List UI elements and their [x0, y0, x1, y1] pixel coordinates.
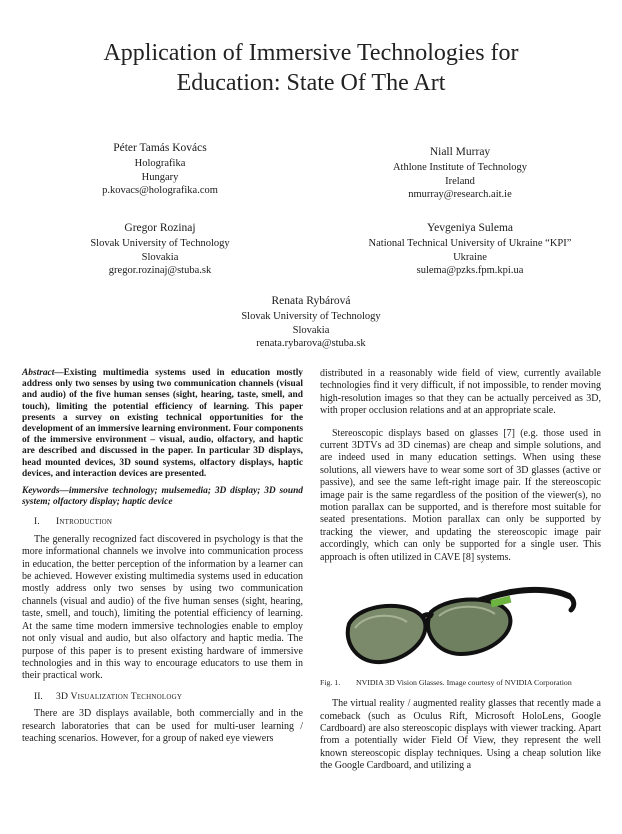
- paragraph: The generally recognized fact discovered in psychology is that the more informational channels we involve into communication process in education, the better perception of the information by a learner can be achieved. However existing multimedia systems used in education mostly address only two senses by using two communication channels (visual and audio) of the five human senses (sight, hearing, taste, smell, and touch), limiting the potential efficiency of learning. At the same time modern immersive technologies enable to employ not only visual and audio, but also olfactory and haptic media. The purpose of this paper is to present existing hardware of immersive technologies and in this way to encourage educators to use them in their practical work.: [22, 533, 303, 682]
- author-block: [340, 145, 580, 202]
- author-name: Yevgeniya Sulema: [426, 222, 514, 234]
- section-title: Introduction: [56, 516, 113, 528]
- section-heading: [22, 691, 303, 703]
- section-number: I.: [34, 516, 40, 528]
- author-affiliation: Slovak University of Technology: [90, 238, 230, 249]
- section-number: II.: [34, 690, 43, 702]
- left-column: [22, 368, 303, 745]
- author-country: Hungary: [141, 171, 179, 183]
- figure-glasses-image: [341, 572, 581, 672]
- author-email: nmurray@research.ait.ie: [408, 189, 512, 200]
- author-email: p.kovacs@holografika.com: [102, 185, 218, 196]
- paragraph: Stereoscopic displays based on glasses [7] (e.g. those used in current 3DTVs ad 3D cinemas) are cheap and simple solutions, and are indeed used in many education settings. When using these solutions, all viewers have to wear some sort of 3D glasses (active or passive), and see the same left-right image pair. If the stereoscopic image pair is the same regardless of the position of the viewer(s), no motion parallax can be supported, and is therefore most suitable for seated presentations. Motion parallax can only be supported by tracking the viewer, and updating the stereoscopic image pair accordingly, which can only be supported for a single user. This approach is often utilized in CAVE [8] systems.: [320, 427, 601, 563]
- author-name: Péter Tamás Kovács: [113, 142, 207, 154]
- abstract-text: —Existing multimedia systems used in education mostly address only two senses by using two communication channels (visual and audio) of the five human senses (sight, hearing, taste, smell, and touch), limiting the potential efficiency of learning. This paper presents a survey on existing technical opportunities for the development of an immersive learning environment. Four components of the immersive environment – visual, audio, olfactory, and haptic are described and discussed in the paper. In particular 3D displays, head mounted devices, 3D sound systems, olfactory displays, haptic devices, and interaction devices are presented.: [22, 368, 303, 479]
- author-affiliation: Athlone Institute of Technology: [392, 162, 528, 173]
- figure-caption-text: NVIDIA 3D Vision Glasses. Image courtesy of NVIDIA Corporation: [356, 678, 572, 688]
- section-heading: [22, 516, 303, 528]
- author-affiliation: Holografika: [134, 158, 186, 169]
- abstract: [22, 368, 303, 480]
- author-email: sulema@pzks.fpm.kpi.ua: [416, 265, 524, 276]
- author-affiliation: National Technical University of Ukraine “KPI”: [368, 238, 572, 249]
- author-block: [60, 141, 260, 198]
- title-line-2: Education: State Of The Art: [176, 70, 446, 96]
- title-line-1: Application of Immersive Technologies for: [103, 40, 519, 66]
- author-name: Niall Murray: [429, 146, 491, 158]
- author-email: renata.rybarova@stuba.sk: [256, 338, 366, 349]
- author-affiliation: Slovak University of Technology: [241, 311, 381, 322]
- section-title: 3D Visualization Technology: [56, 690, 183, 702]
- paragraph: There are 3D displays available, both commercially and in the research laboratories that can be used for multi-user learning / teaching scenarios. However, for a group of naked eye viewers: [22, 708, 303, 744]
- keywords: Keywords—immersive technology; mulsemedia; 3D display; 3D sound system; olfactory display; haptic device: [22, 486, 303, 508]
- author-name: Renata Rybárová: [271, 295, 351, 307]
- paragraph: distributed in a reasonably wide field of view, currently available technologies find it very difficult, if not impossible, to render moving high-resolution images so that they can be actually perceived as 3D, with proper occlusion relations and at an appropriate scale.: [320, 368, 601, 417]
- author-country: Slovakia: [292, 324, 330, 336]
- author-country: Slovakia: [141, 251, 179, 263]
- author-country: Ireland: [445, 175, 475, 187]
- 3d-glasses-icon: [341, 572, 581, 672]
- author-country: Ukraine: [453, 251, 487, 263]
- figure-caption: [320, 678, 601, 688]
- author-block: [340, 221, 600, 278]
- author-email: gregor.rozinaj@stuba.sk: [108, 265, 212, 276]
- figure-label: Fig. 1.: [320, 678, 341, 688]
- abstract-lead: Abstract: [22, 368, 55, 378]
- paragraph: The virtual reality / augmented reality glasses that recently made a comeback (such as Oculus Rift, Microsoft HoloLens, Google Cardboard) are also stereoscopic displays with viewer tracking. Apart from a potentially wider Field Of View, they represent the well known stereoscopic display techniques. Using a cheap solution like the Google Cardboard, and utilizing a: [320, 698, 601, 772]
- author-block: [60, 221, 260, 278]
- right-column: [320, 368, 601, 773]
- paper-title: [40, 38, 582, 98]
- author-block: [200, 294, 422, 351]
- author-name: Gregor Rozinaj: [124, 222, 196, 234]
